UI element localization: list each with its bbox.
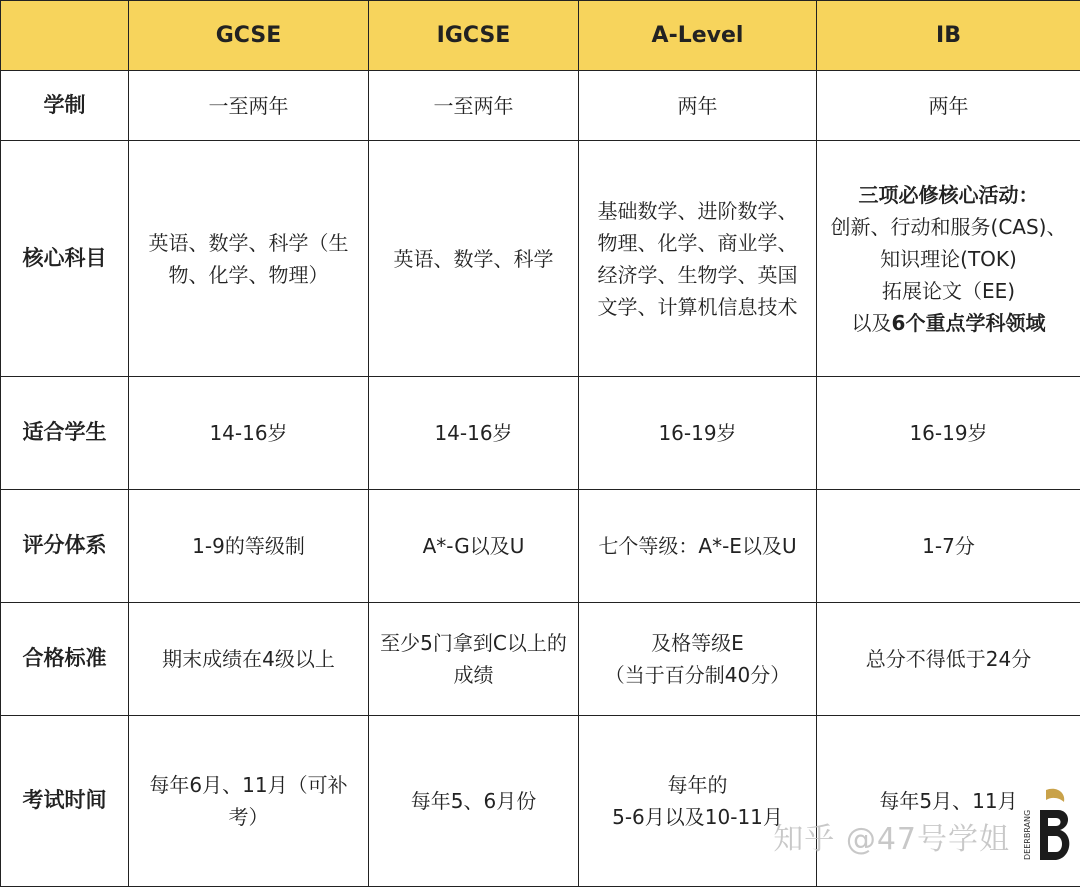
logo-text: DEERBRANG [1023,810,1032,860]
cell-line: 5-6月以及10-11月 [587,801,808,833]
cell-ib: 1-7分 [817,490,1080,603]
cell-line: 文学、计算机信息技术 [587,291,808,323]
cell-alevel [579,141,817,377]
cell-line: 经济学、生物学、英国 [587,259,808,291]
cell-gcse [129,141,369,377]
header-ib: IB [817,1,1080,71]
cell-ib: 总分不得低于24分 [817,603,1080,716]
cell-line-prefix: 以及 [852,311,892,335]
cell-line: 知识理论(TOK) [825,243,1072,275]
cell-ib [817,141,1080,377]
cell-gcse: 1-9的等级制 [129,490,369,603]
header-gcse: GCSE [129,1,369,71]
row-label: 学制 [1,71,129,141]
row-pass [1,603,1080,716]
row-label: 适合学生 [1,377,129,490]
row-exam-time [1,716,1080,887]
cell-line: （当于百分制40分） [587,659,808,691]
cell-line: 考） [137,801,360,833]
cell-line: 每年的 [587,769,808,801]
cell-ib: 16-19岁 [817,377,1080,490]
cell-line: 英语、数学、科学（生 [137,227,360,259]
cell-alevel [579,716,817,887]
cell-alevel: 两年 [579,71,817,141]
row-students [1,377,1080,490]
cell-line: 物、化学、物理） [137,259,360,291]
cell-line: 创新、行动和服务(CAS)、 [825,211,1072,243]
cell-line: 基础数学、进阶数学、 [587,195,808,227]
cell-line: 及格等级E [587,627,808,659]
header-igcse: IGCSE [369,1,579,71]
row-label: 核心科目 [1,141,129,377]
row-label: 考试时间 [1,716,129,887]
row-grading [1,490,1080,603]
row-label: 评分体系 [1,490,129,603]
cell-gcse [129,716,369,887]
cell-line: 三项必修核心活动： [825,179,1072,211]
cell-line-bold: 6个重点学科领域 [892,311,1046,335]
cell-line: 拓展论文（EE) [825,275,1072,307]
header-alevel: A-Level [579,1,817,71]
cell-igcse: 一至两年 [369,71,579,141]
deerbrang-logo [1016,784,1074,868]
cell-alevel: 七个等级：A*-E以及U [579,490,817,603]
cell-ib: 每年5月、11月 [817,716,1080,887]
row-core-subjects [1,141,1080,377]
header-empty [1,1,129,71]
cell-alevel: 16-19岁 [579,377,817,490]
cell-line: 至少5门拿到C以上的 [377,627,570,659]
cell-igcse: A*-G以及U [369,490,579,603]
cell-gcse: 一至两年 [129,71,369,141]
cell-igcse: 每年5、6月份 [369,716,579,887]
cell-igcse [369,603,579,716]
cell-line [825,307,1072,339]
cell-line: 成绩 [377,659,570,691]
zhihu-watermark: 知乎 @47号学姐 [773,814,1010,858]
cell-gcse: 期末成绩在4级以上 [129,603,369,716]
row-label: 合格标准 [1,603,129,716]
cell-gcse: 14-16岁 [129,377,369,490]
cell-igcse: 14-16岁 [369,377,579,490]
cell-alevel [579,603,817,716]
cell-line: 物理、化学、商业学、 [587,227,808,259]
header-row [1,1,1080,71]
cell-ib: 两年 [817,71,1080,141]
cell-line: 每年6月、11月（可补 [137,769,360,801]
row-school-system [1,71,1080,141]
cell-igcse: 英语、数学、科学 [369,141,579,377]
